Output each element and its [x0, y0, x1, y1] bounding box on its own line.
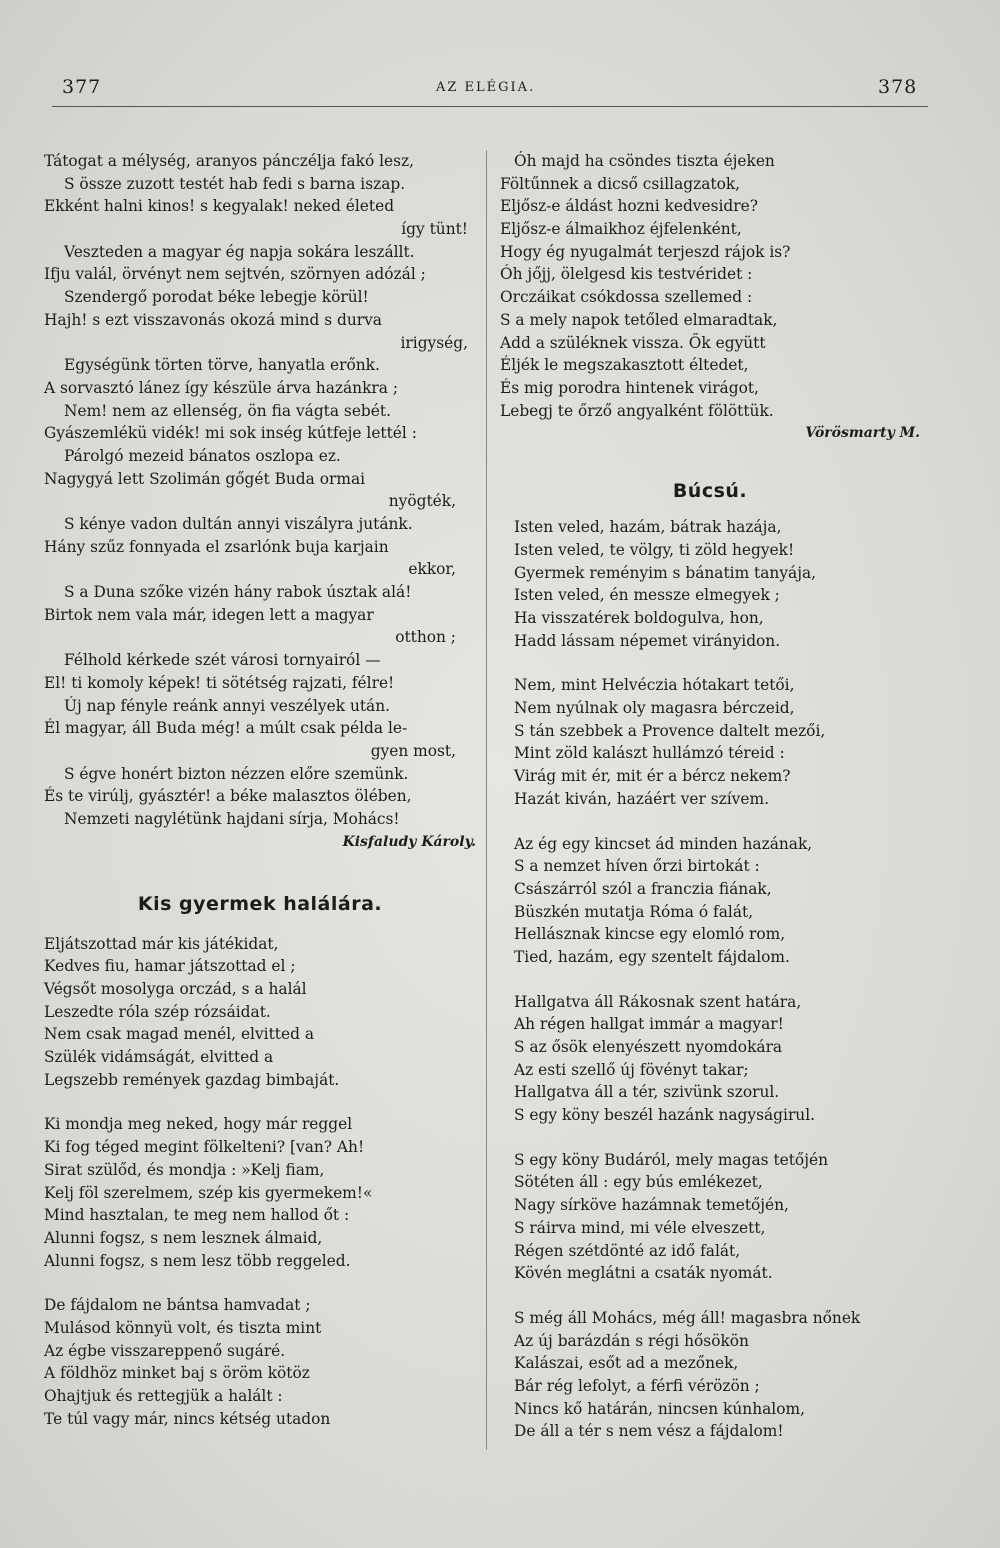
verse-line: Hadd lássam népemet virányidon.: [514, 631, 781, 650]
verse-line: Ah régen hallgat immár a magyar!: [514, 1015, 784, 1034]
verse-line: Régen szétdönté az idő falát,: [514, 1241, 741, 1260]
verse-line: A földhöz minket baj s öröm kötöz: [44, 1364, 310, 1383]
verse-line: A sorvasztó lánez így készüle árva hazánkra ;: [44, 378, 399, 397]
verse-line: otthon ;: [395, 628, 456, 647]
verse-line: Óh majd ha csöndes tiszta éjeken: [514, 152, 775, 170]
verse-line: S ráirva mind, mi véle elveszett,: [514, 1218, 766, 1237]
verse-line: Föltűnnek a dicső csillagzatok,: [500, 174, 741, 193]
verse-line: Félhold kérkede szét városi tornyairól —: [64, 651, 381, 670]
page-number-right: 378: [878, 76, 918, 98]
verse-line: Alunni fogsz, s nem lesz több reggeled.: [44, 1251, 351, 1270]
left-column: [44, 150, 476, 1430]
verse-line: Nem! nem az ellenség, ön fia vágta sebét.: [64, 401, 391, 420]
verse-line: Gyászemlékü vidék! mi sok inség kútfeje lettél :: [44, 424, 417, 443]
stanza-gap: [500, 652, 920, 674]
verse-line: Eljősz-e álmaikhoz éjfelenként,: [500, 220, 742, 239]
verse-line: El! ti komoly képek! ti sötétség rajzati, félre!: [44, 673, 395, 692]
verse-line: Eljátszottad már kis játékidat,: [44, 934, 279, 953]
verse-line: Egységünk törten törve, hanyatla erőnk.: [64, 356, 380, 375]
verse-line: S tán szebbek a Provence daltelt mezői,: [514, 721, 826, 740]
verse-line: És te virúlj, gyásztér! a béke malasztos ölében,: [44, 787, 412, 806]
verse-line: Veszteden a magyar ég napja sokára leszállt.: [64, 242, 415, 261]
verse-line: S egy köny Budáról, mely magas tetőjén: [514, 1150, 828, 1169]
verse-line: Add a szüléknek vissza. Ők együtt: [500, 333, 766, 352]
verse-line: Isten veled, én messze elmegyek ;: [514, 586, 780, 605]
verse-line: S össze zuzott testét hab fedi s barna iszap.: [64, 174, 406, 193]
verse-line: Legszebb remények gazdag bimbaját.: [44, 1070, 340, 1089]
verse-line: Nem csak magad menél, elvitted a: [44, 1025, 314, 1044]
poem-title: Búcsú.: [672, 480, 748, 503]
column-divider: [486, 150, 487, 1450]
verse-line: Lebegj te őrző angyalként fölöttük.: [500, 401, 774, 420]
stanza-gap: [500, 1127, 920, 1149]
stanza-gap: [500, 1285, 920, 1307]
verse-line: Tied, hazám, egy szentelt fájdalom.: [514, 947, 790, 966]
verse-line: Hallgatva áll a tér, szivünk szorul.: [514, 1083, 780, 1102]
verse-line: De fájdalom ne bántsa hamvadat ;: [44, 1296, 311, 1315]
verse-line: Hány szűz fonnyada el zsarlónk buja karjain: [44, 537, 389, 556]
verse-line: S a Duna szőke vizén hány rabok úsztak alá!: [64, 583, 412, 602]
verse-line: Sötéten áll : egy bús emlékezet,: [514, 1173, 763, 1192]
verse-line: Isten veled, hazám, bátrak hazája,: [514, 518, 782, 537]
verse-line: Alunni fogsz, s nem lesznek álmaid,: [44, 1228, 323, 1247]
verse-line: Ki fog téged megint fölkelteni? [van? Ah!: [44, 1138, 365, 1157]
verse-line: Nem nyúlnak oly magasra bérczeid,: [514, 699, 795, 718]
verse-line: Párolgó mezeid bánatos oszlopa ez.: [64, 446, 341, 465]
verse-line: ekkor,: [408, 560, 456, 579]
verse-line: gyen most,: [370, 741, 456, 760]
verse-line: Az ég egy kincset ád minden hazának,: [514, 834, 813, 853]
verse-line: S a mely napok tetőled elmaradtak,: [500, 310, 778, 329]
verse-line: Nagy sírköve hazámnak temetőjén,: [514, 1196, 789, 1215]
verse-line: Szendergő porodat béke lebegje körül!: [64, 288, 369, 307]
verse-line: Hazát kiván, hazáért ver szívem.: [514, 789, 769, 808]
verse-line: Virág mit ér, mit ér a bércz nekem?: [514, 767, 791, 786]
verse-line: Nagygyá lett Szolimán gőgét Buda ormai: [44, 469, 366, 488]
verse-line: Orczáikat csókdossa szellemed :: [500, 288, 753, 307]
verse-line: Kalászai, esőt ad a mezőnek,: [514, 1354, 739, 1373]
verse-line: Sirat szülőd, és mondja : »Kelj fiam,: [44, 1160, 325, 1179]
stanza-gap: [44, 1091, 476, 1113]
verse-line: Végsőt mosolyga orczád, s a halál: [44, 980, 307, 998]
verse-line: Mint zöld kalászt hullámzó téreid :: [514, 744, 785, 763]
verse-line: Hogy ég nyugalmát terjeszd rájok is?: [500, 242, 791, 261]
verse-line: Kedves fiu, hamar játszottad el ;: [44, 957, 296, 976]
verse-line: Új nap fényle reánk annyi veszélyek után.: [64, 696, 391, 715]
verse-line: Ha visszatérek boldogulva, hon,: [514, 609, 764, 627]
page-number-left: 377: [62, 76, 102, 98]
verse-line: S még áll Mohács, még áll! magasbra nőnek: [514, 1308, 861, 1327]
header-rule: [52, 106, 928, 107]
verse-line: Tátogat a mélység, aranyos pánczélja fakó lesz,: [44, 152, 415, 170]
verse-line: Eljősz-e áldást hozni kedvesidre?: [500, 197, 758, 216]
verse-line: Ekként halni kinos! s kegyalak! neked életed: [44, 197, 395, 216]
verse-line: Birtok nem vala már, idegen lett a magyar: [44, 605, 374, 624]
stanza-gap: [500, 969, 920, 991]
verse-line: Hajh! s ezt visszavonás okozá mind s durva: [44, 310, 382, 329]
verse-line: Leszedte róla szép rózsáidat.: [44, 1002, 271, 1021]
stanza-gap: [500, 811, 920, 833]
verse-line: S a nemzet híven őrzi birtokát :: [514, 857, 760, 876]
verse-line: De áll a tér s nem vész a fájdalom!: [514, 1422, 784, 1441]
verse-line: Hellásznak kincse egy elomló rom,: [514, 925, 786, 944]
verse-line: Óh jőjj, ölelgesd kis testvéridet :: [500, 265, 753, 284]
verse-line: Isten veled, te völgy, ti zöld hegyek!: [514, 540, 795, 559]
verse-line: S égve honért bizton nézzen előre szemünk.: [64, 764, 409, 783]
verse-line: Császárról szól a franczia fiának,: [514, 879, 772, 898]
poem-author: Kisfaludy Károly.: [342, 833, 476, 850]
verse-line: Az esti szellő új fövényt takar;: [514, 1060, 749, 1079]
verse-line: Kelj föl szerelmem, szép kis gyermekem!«: [44, 1183, 373, 1202]
verse-line: S egy köny beszél hazánk nagyságirul.: [514, 1106, 816, 1125]
verse-line: Hallgatva áll Rákosnak szent határa,: [514, 992, 802, 1011]
verse-line: Ohajtjuk és rettegjük a halált :: [44, 1387, 283, 1405]
verse-line: Te túl vagy már, nincs kétség utadon: [44, 1409, 331, 1428]
verse-line: Mulásod könnyü volt, és tiszta mint: [44, 1318, 322, 1337]
verse-line: Kövén meglátni a csaták nyomát.: [514, 1264, 773, 1283]
verse-line: Az égbe visszareppenő sugáré.: [44, 1341, 286, 1360]
verse-line: Az új barázdán s régi hősökön: [514, 1331, 749, 1350]
verse-line: Szülék vidámságát, elvitted a: [44, 1048, 274, 1067]
verse-line: Ki mondja meg neked, hogy már reggel: [44, 1115, 353, 1134]
verse-line: Nem, mint Helvéczia hótakart tetői,: [514, 676, 795, 695]
verse-line: így tünt!: [401, 220, 468, 239]
running-title: AZ ELÉGIA.: [436, 80, 536, 95]
verse-line: Nincs kő határán, nincsen kúnhalom,: [514, 1399, 805, 1418]
verse-line: S kénye vadon dultán annyi viszályra jutánk.: [64, 515, 413, 533]
right-column: [500, 150, 920, 1443]
verse-line: Nemzeti nagylétünk hajdani sírja, Mohács!: [64, 809, 400, 828]
verse-line: nyögték,: [388, 492, 456, 511]
verse-line: Bár rég lefolyt, a férfi vérözön ;: [514, 1376, 760, 1395]
verse-line: Mind hasztalan, te meg nem hallod őt :: [44, 1206, 350, 1225]
stanza-gap: [44, 1272, 476, 1294]
verse-line: Büszkén mutatja Róma ó falát,: [514, 902, 754, 921]
verse-line: S az ősök elenyészett nyomdokára: [514, 1038, 783, 1056]
verse-line: Éljék le megszakasztott éltedet,: [500, 356, 749, 375]
verse-line: Ifju valál, örvényt nem sejtvén, szörnyen adózál ;: [44, 265, 426, 284]
verse-line: Él magyar, áll Buda még! a múlt csak példa le-: [44, 719, 408, 738]
verse-line: És mig porodra hintenek virágot,: [500, 378, 759, 397]
verse-line: Gyermek reményim s bánatim tanyája,: [514, 563, 817, 582]
poem-title: Kis gyermek halálára.: [137, 892, 383, 915]
poem-author: Vörösmarty M.: [805, 425, 920, 442]
verse-line: irigység,: [400, 333, 468, 352]
